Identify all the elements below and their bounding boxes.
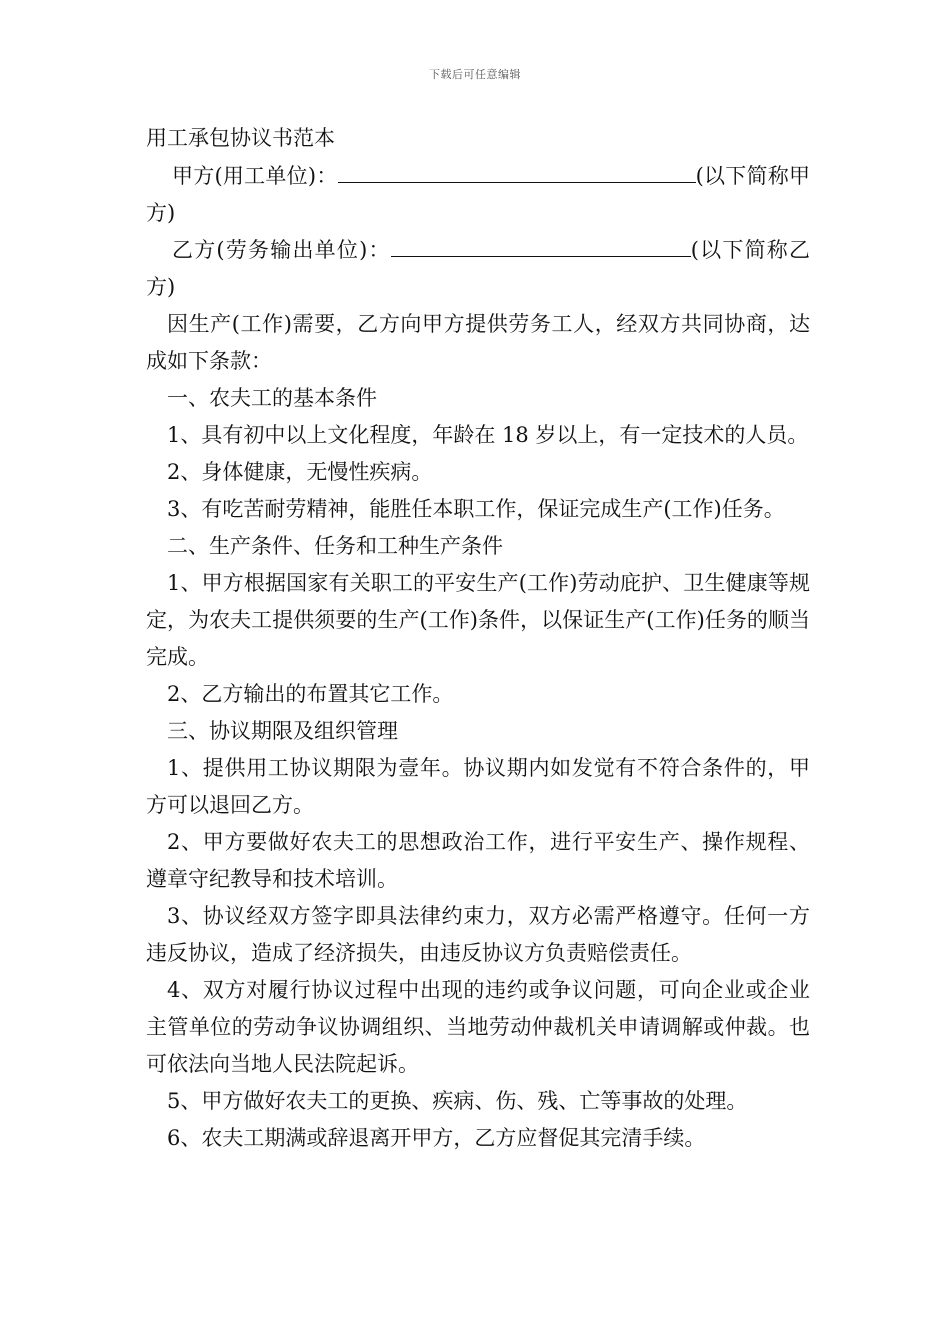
party-b-prefix: 乙方(劳务输出单位)： bbox=[172, 238, 391, 262]
section1-item: 1、具有初中以上文化程度，年龄在 18 岁以上，有一定技术的人员。 bbox=[167, 423, 809, 447]
section2-item: 1、甲方根据国家有关职工的平安生产(工作)劳动庇护、卫生健康等规定，为农夫工提供须要的生产(工作)条件，以保证生产(工作)任务的顺当完成。 bbox=[146, 571, 810, 669]
section2-heading: 二、生产条件、任务和工种生产条件 bbox=[167, 534, 503, 558]
header-note: 下载后可任意编辑 bbox=[429, 68, 521, 81]
section1-item: 2、身体健康，无慢性疾病。 bbox=[167, 460, 433, 484]
section3-item: 5、甲方做好农夫工的更换、疾病、伤、残、亡等事故的处理。 bbox=[167, 1089, 748, 1113]
document-title: 用工承包协议书范本 bbox=[146, 126, 335, 150]
section1-heading: 一、农夫工的基本条件 bbox=[167, 386, 377, 410]
party-a-line bbox=[146, 158, 810, 232]
section3-item: 2、甲方要做好农夫工的思想政治工作，进行平安生产、操作规程、遵章守纪教导和技术培训。 bbox=[146, 830, 810, 891]
document-body bbox=[146, 122, 810, 1157]
party-a-blank bbox=[338, 160, 696, 183]
party-b-blank bbox=[391, 234, 691, 257]
section3-heading: 三、协议期限及组织管理 bbox=[167, 719, 398, 743]
section3-item: 3、协议经双方签字即具法律约束力，双方必需严格遵守。任何一方违反协议，造成了经济损失，由违反协议方负责赔偿责任。 bbox=[146, 904, 810, 965]
party-b-suffix: (以下简称乙方) bbox=[146, 238, 810, 299]
party-a-suffix: (以下简称甲方) bbox=[146, 164, 810, 225]
section1-item: 3、有吃苦耐劳精神，能胜任本职工作，保证完成生产(工作)任务。 bbox=[167, 497, 785, 521]
section3-item: 1、提供用工协议期限为壹年。协议期内如发觉有不符合条件的，甲方可以退回乙方。 bbox=[146, 756, 810, 817]
section3-item: 4、双方对履行协议过程中出现的违约或争议问题，可向企业或企业主管单位的劳动争议协调组织、当地劳动仲裁机关申请调解或仲裁。也可依法向当地人民法院起诉。 bbox=[146, 978, 810, 1076]
party-a-prefix: 甲方(用工单位)： bbox=[172, 164, 338, 188]
intro-paragraph: 因生产(工作)需要，乙方向甲方提供劳务工人，经双方共同协商，达成如下条款： bbox=[146, 312, 810, 373]
party-b-line bbox=[146, 232, 810, 306]
section2-item: 2、乙方输出的布置其它工作。 bbox=[167, 682, 454, 706]
section3-item: 6、农夫工期满或辞退离开甲方，乙方应督促其完清手续。 bbox=[167, 1126, 706, 1150]
